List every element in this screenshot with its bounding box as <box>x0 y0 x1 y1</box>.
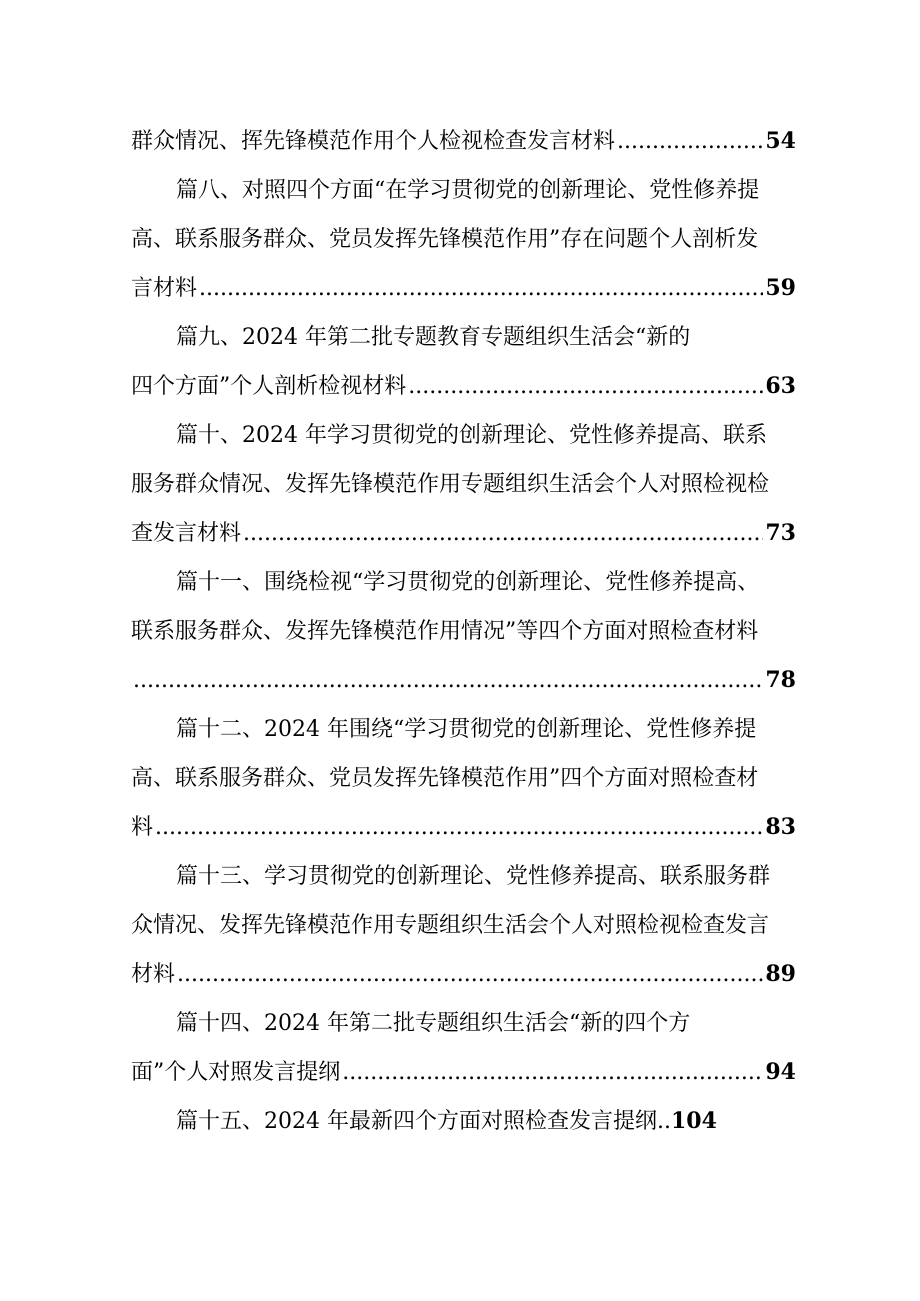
toc-entry-line: 篇十、2024 年学习贯彻党的创新理论、党性修养提高、联系 <box>176 423 767 448</box>
toc-entry-last-line <box>131 1048 796 1097</box>
page-number: 63 <box>765 373 796 399</box>
table-of-contents <box>131 117 796 1146</box>
page-number: 78 <box>765 667 796 693</box>
toc-entry[interactable] <box>131 166 796 313</box>
dot-leader <box>342 1048 763 1097</box>
toc-entry-line: 篇十二、2024 年围绕“学习贯彻党的创新理论、党性修养提 <box>176 717 757 742</box>
toc-entry-line: 篇十四、2024 年第二批专题组织生活会“新的四个方 <box>176 1011 691 1036</box>
toc-entry[interactable] <box>131 999 796 1097</box>
toc-entry-line: 服务群众情况、发挥先锋模范作用专题组织生活会个人对照检视检 <box>131 472 770 497</box>
dot-leader <box>155 803 763 852</box>
toc-entry-last-line <box>131 117 796 166</box>
toc-entry[interactable] <box>131 411 796 558</box>
toc-entry[interactable] <box>131 313 796 411</box>
dot-leader <box>199 264 763 313</box>
toc-entry-last-line <box>131 362 796 411</box>
toc-entry-last-line <box>131 656 796 705</box>
toc-entry-last-line <box>131 950 796 999</box>
toc-entry-text: 四个方面”个人剖析检视材料 <box>131 374 407 399</box>
toc-entry-text: 材料 <box>131 962 176 987</box>
toc-entry-last-line <box>131 264 796 313</box>
toc-entry[interactable] <box>131 705 796 852</box>
toc-entry[interactable] <box>131 852 796 999</box>
toc-entry-text: 篇十五、2024 年最新四个方面对照检查发言提纲.. <box>176 1109 671 1134</box>
toc-entry-line: 高、联系服务群众、党员发挥先锋模范作用”四个方面对照检查材 <box>131 766 759 791</box>
toc-entry-text: 料 <box>131 815 154 840</box>
toc-entry-text: 言材料 <box>131 276 198 301</box>
toc-entry-line: 篇十三、学习贯彻党的创新理论、党性修养提高、联系服务群 <box>176 864 771 889</box>
toc-entry-last-line <box>131 1097 796 1146</box>
dot-leader <box>243 509 763 558</box>
page-number: 83 <box>765 814 796 840</box>
page-number: 54 <box>765 128 796 154</box>
dot-leader <box>133 656 763 705</box>
toc-entry[interactable] <box>131 117 796 166</box>
toc-entry-text: 群众情况、挥先锋模范作用个人检视检查发言材料 <box>131 129 616 154</box>
toc-entry-line: 联系服务群众、发挥先锋模范作用情况”等四个方面对照检查材料 <box>131 619 759 644</box>
toc-entry[interactable] <box>131 1097 796 1146</box>
page-number: 89 <box>765 961 796 987</box>
toc-entry-line: 高、联系服务群众、党员发挥先锋模范作用”存在问题个人剖析发 <box>131 227 759 252</box>
dot-leader <box>617 117 763 166</box>
toc-entry-line: 篇八、对照四个方面“在学习贯彻党的创新理论、党性修养提 <box>176 178 760 203</box>
toc-entry-text: 面”个人对照发言提纲 <box>131 1060 341 1085</box>
dot-leader <box>177 950 763 999</box>
page-number: 104 <box>670 1108 717 1134</box>
toc-entry-line: 篇十一、围绕检视“学习贯彻党的创新理论、党性修养提高、 <box>176 570 760 595</box>
page-number: 94 <box>765 1059 796 1085</box>
toc-entry-last-line <box>131 509 796 558</box>
page-number: 59 <box>765 275 796 301</box>
toc-entry-line: 众情况、发挥先锋模范作用专题组织生活会个人对照检视检查发言 <box>131 913 770 938</box>
toc-entry[interactable] <box>131 558 796 705</box>
dot-leader <box>408 362 763 411</box>
toc-entry-line: 篇九、2024 年第二批专题教育专题组织生活会“新的 <box>176 325 691 350</box>
toc-entry-text: 查发言材料 <box>131 521 242 546</box>
toc-entry-last-line <box>131 803 796 852</box>
page-number: 73 <box>765 520 796 546</box>
